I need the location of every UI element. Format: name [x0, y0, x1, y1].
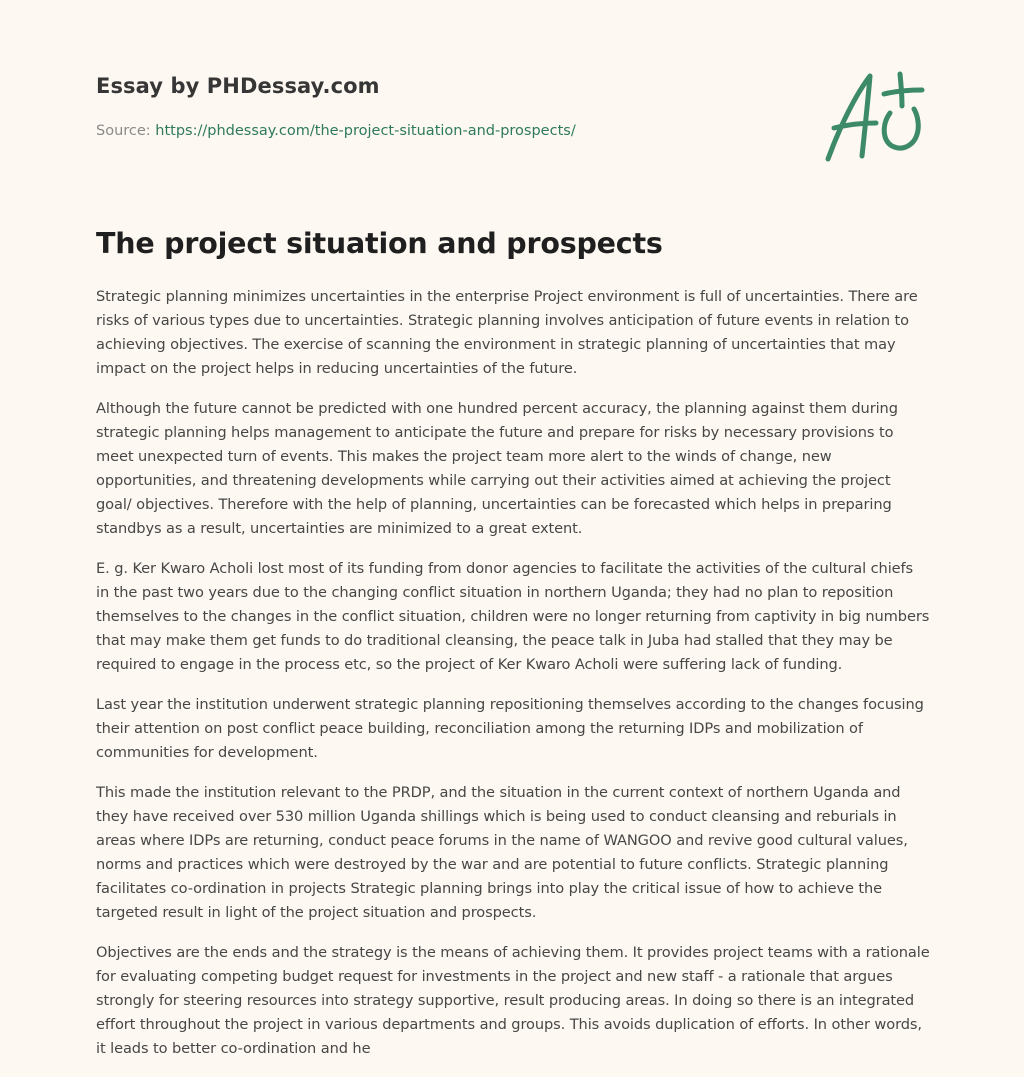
essay-paragraph: This made the institution relevant to the PRDP, and the situation in the current context of northern Uganda and they have received over 530 million Uganda shillings which is being used to conduct cleansing and reburials in areas where IDPs are returning, conduct peace forums in the name of WANGOO and revive good cultural values, norms and practices which were destroyed by the war and are potential to future conflicts. Strategic planning facilitates co-ordination in projects Strategic planning brings into play the critical issue of how to achieve the targeted result in light of the project situation and prospects.	[96, 784, 908, 921]
page-header	[96, 74, 796, 141]
source-link[interactable]: https://phdessay.com/the-project-situation-and-prospects/	[155, 123, 576, 140]
essay-title: The project situation and prospects	[96, 227, 663, 260]
source-line	[96, 123, 796, 140]
a-plus-logo-icon	[818, 66, 928, 166]
essay-paragraph: Strategic planning minimizes uncertainties in the enterprise Project environment is full of uncertainties. There are risks of various types due to uncertainties. Strategic planning involves anticipation of future events in relation to achieving objectives. The exercise of scanning the environment in strategic planning of uncertainties that may impact on the project helps in reducing uncertainties of the future.	[96, 288, 918, 377]
site-brand: Essay by PHDessay.com	[96, 74, 380, 98]
essay-paragraph: Although the future cannot be predicted with one hundred percent accuracy, the planning against them during strategic planning helps management to anticipate the future and prepare for risks by necessary provisions to meet unexpected turn of events. This makes the project team more alert to the winds of change, new opportunities, and threatening developments while carrying out their activities aimed at achieving the project goal/ objectives. Therefore with the help of planning, uncertainties can be forecasted which helps in preparing standbys as a result, uncertainties are minimized to a great extent.	[96, 400, 898, 537]
essay-body	[96, 285, 930, 1077]
source-label: Source:	[96, 123, 156, 140]
essay-paragraph: Last year the institution underwent strategic planning repositioning themselves according to the changes focusing their attention on post conflict peace building, reconciliation among the returning IDPs and mobilization of communities for development.	[96, 696, 924, 761]
essay-paragraph: Objectives are the ends and the strategy is the means of achieving them. It provides project teams with a rationale for evaluating competing budget request for investments in the project and new staff - a rationale that argues strongly for steering resources into strategy supportive, result producing areas. In doing so there is an integrated effort throughout the project in various departments and groups. This avoids duplication of efforts. In other words, it leads to better co-ordination and he	[96, 944, 930, 1057]
essay-paragraph: E. g. Ker Kwaro Acholi lost most of its funding from donor agencies to facilitate the activities of the cultural chiefs in the past two years due to the changing conflict situation in northern Uganda; they had no plan to reposition themselves to the changes in the conflict situation, children were no longer returning from captivity in big numbers that may make them get funds to do traditional cleansing, the peace talk in Juba had stalled that they may be required to engage in the process etc, so the project of Ker Kwaro Acholi were suffering lack of funding.	[96, 560, 930, 673]
